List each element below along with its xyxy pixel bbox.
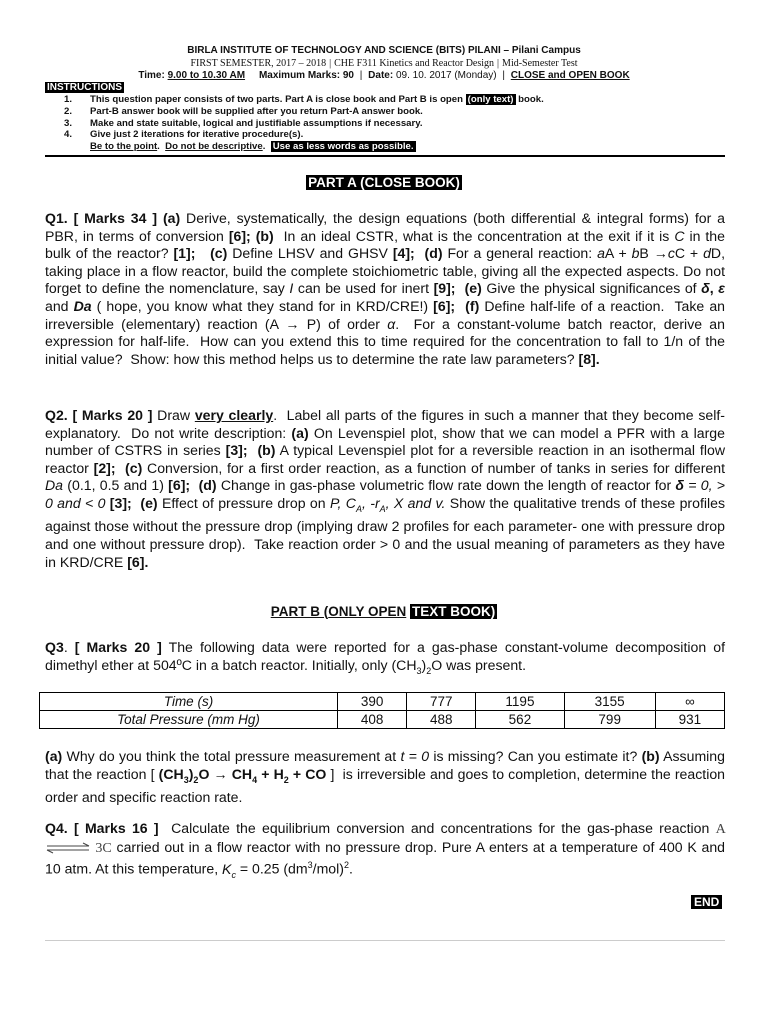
part-b-title — [0, 604, 768, 619]
table-cell: 777 — [407, 693, 476, 711]
instruction-not-descriptive: Do not be descriptive — [165, 141, 263, 153]
question-3: Q3. [ Marks 20 ] The following data were reported for a gas-phase constant-volume decomposition of dimethyl ether at 504ºC in a batch reactor. Initially, only $(CH_3)_2O$ was present. — [45, 639, 725, 676]
table-row — [40, 711, 725, 729]
instruction-text: Make and state suitable, logical and justifiable assumptions if necessary. — [90, 117, 423, 129]
table-cell: 1195 — [476, 693, 564, 711]
question-2: Q2. [ Marks 20 ] Draw very clearly. Label all parts of the figures in such a manner that they become self-explanatory. Do not write description: (a) On Levenspiel plot, show that we can model a PFR with a large number of CSTRS in series [3]; (b) A typical Levenspiel plot for a reversible reaction in an isothermal flow reactor [2]; (c) Conversion, for a first order reaction, as a function of number of tanks in series for different Da (0.1, 0.5 and 1) [6]; (d) Change in gas-phase volumetric flow rate down the length of reactor for δ = 0, > 0 and < 0 [3]; (e) Effect of pressure drop on P, $C_A$, $-r_A$, X and v. Show the qualitative trends of these profiles against those without the pressure drop (implying draw 2 profiles for each parameter- one with pressure drop and one without pressure drop). Take reaction order > 0 and the usual meaning of parameters as they have in KRD/CRE [6]. — [45, 407, 726, 570]
instruction-num: 1. — [64, 94, 73, 105]
question-4: Q4. [ Marks 16 ] Calculate the equilibrium conversion and concentrations for the gas-phase reaction A 3C carried out in a flow reactor with no pressure drop. Pure A enters at a temperature of 400 K and 10 atm. At this temperature, $K_c = 0.25$ $(dm^3/mol)^2$. — [45, 820, 725, 880]
question-1: Q1. [ Marks 34 ] (a) Derive, systematically, the design equations (both differential & integral forms) for a PBR, in terms of conversion [6]; (b) In an ideal CSTR, what is the concentration at the exit if it is C in the bulk of the reactor? [1]; (c) Define LHSV and GHSV [4]; (d) For a general reaction: aA + bB →cC + dD, taking place in a flow reactor, build the complete stoichiometric table, giving all the expected aspects. Do not forget to define the nomenclature, say I can be used for inert [9]; (e) Give the physical significances of δ, ε and Da ( hope, you know what they stand for in KRD/CRE!) [6]; (f) Define half-life of a reaction. Take an irreversible (elementary) reaction (A → P) of order α. For a constant-volume batch reactor, derive an expression for half-life. How can you extend this to time required for the concentration to fall to 1/n of the initial value? Show: how this method helps us to determine the rate law parameters? [8]. — [45, 210, 725, 367]
table-cell: 408 — [338, 711, 407, 729]
part-b-title-a: PART B ( — [270, 604, 329, 619]
instruction-few-words: Use as less words as possible. — [272, 141, 414, 153]
max-marks: Maximum Marks: 90 — [258, 70, 354, 81]
question-3-parts: (a) Why do you think the total pressure measurement at t = 0 is missing? Can you estimate it? (b) Assuming that the reaction [ $(CH_3)_2O \to CH_4 + H_2$ + CO ] is irreversible and goes to completion, determine the reaction order and specific reaction rate. — [45, 748, 726, 805]
instruction-text: Part-B answer book will be supplied after you return Part-A answer book. — [90, 105, 423, 117]
instruction-text-end: book. — [515, 94, 544, 105]
table-cell: 3155 — [564, 693, 655, 711]
instruction-item — [64, 94, 744, 106]
table-row-label: Total Pressure (mm Hg) — [40, 711, 338, 729]
instruction-item — [64, 106, 744, 118]
time-value: 9.00 to 10.30 AM — [167, 70, 246, 81]
equilibrium-arrow-icon — [45, 842, 91, 854]
part-a-title-text: PART A (CLOSE BOOK) — [308, 175, 460, 190]
time-label: Time: — [138, 70, 165, 81]
table-cell: 799 — [564, 711, 655, 729]
instruction-num: 2. — [64, 105, 73, 117]
date-label: Date: — [368, 70, 394, 81]
table-cell: 562 — [476, 711, 564, 729]
instructions-label — [45, 82, 124, 93]
instruction-num: 4. — [64, 129, 73, 141]
time-line: Time: 9.00 to 10.30 AM Maximum Marks: 90 | Date: 09. 10. 2017 (Monday) | CLOSE and OPEN BOOK — [138, 70, 630, 81]
instruction-item — [64, 118, 744, 130]
table-row-label: Time (s) — [40, 693, 338, 711]
course-line: FIRST SEMESTER, 2017 – 2018 | CHE F311 Kinetics and Reactor Design | Mid-Semester Test — [190, 58, 578, 69]
test-name: Mid-Semester Test — [502, 58, 578, 69]
institute-name: BIRLA INSTITUTE OF TECHNOLOGY AND SCIENCE (BITS) PILANI – Pilani Campus — [187, 45, 581, 56]
table-cell: ∞ — [655, 693, 724, 711]
table-row — [40, 693, 725, 711]
exam-mode: CLOSE and OPEN BOOK — [510, 70, 630, 81]
page-bottom-divider — [45, 940, 725, 941]
instructions-label-text: INSTRUCTIONS — [47, 82, 122, 93]
pressure-data-table — [39, 692, 725, 729]
table-cell: 390 — [338, 693, 407, 711]
table-cell: 931 — [655, 711, 724, 729]
course-title: CHE F311 Kinetics and Reactor Design — [334, 58, 495, 69]
end-marker: END — [691, 895, 722, 909]
part-b-title-c: TEXT BOOK) — [412, 604, 496, 619]
part-b-title-b: ONLY OPEN — [328, 604, 407, 619]
instructions-list — [64, 94, 744, 153]
instruction-highlight: (only text) — [467, 94, 514, 105]
header-divider — [45, 155, 725, 157]
instruction-item: Be to the point. Do not be descriptive. Use as less words as possible. — [90, 141, 414, 153]
instruction-text: This question paper consists of two parts. Part A is close book and Part B is open — [90, 94, 466, 105]
part-a-title — [0, 175, 768, 190]
instruction-text: Give just 2 iterations for iterative procedure(s). — [90, 129, 304, 141]
semester: FIRST SEMESTER, 2017 – 2018 — [190, 58, 327, 69]
instruction-item — [64, 129, 744, 141]
instruction-to-the-point: Be to the point — [90, 141, 158, 153]
instruction-num: 3. — [64, 117, 73, 129]
table-cell: 488 — [407, 711, 476, 729]
date-value: 09. 10. 2017 (Monday) — [395, 70, 497, 81]
